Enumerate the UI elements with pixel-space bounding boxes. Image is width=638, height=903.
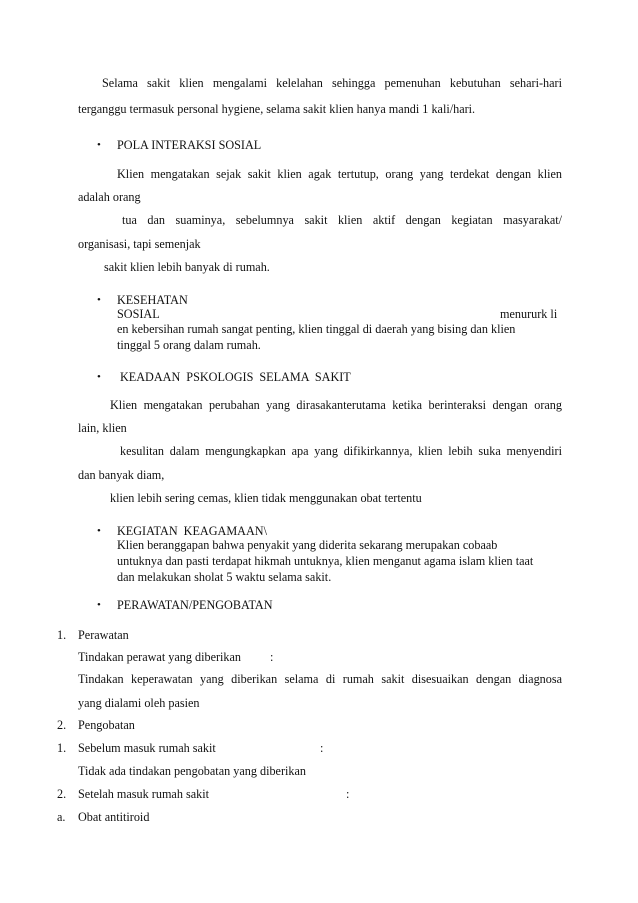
- kegiatan-keagamaan-line2: untuknya dan pasti terdapat hikmah untuknya, klien menganut agama islam klien taat: [117, 554, 534, 568]
- tindakan-perawat-colon: :: [270, 650, 274, 664]
- sebelum-masuk-colon: :: [320, 741, 324, 755]
- kesehatan-sosial-right-text: menururk li: [500, 307, 558, 321]
- keadaan-psikologis-line2: lain, klien: [78, 421, 127, 435]
- bullet-icon: •: [97, 294, 101, 306]
- setelah-masuk-colon: :: [346, 787, 350, 801]
- list-item-perawatan: Perawatan: [78, 628, 129, 642]
- kesehatan-sosial-line3: en kebersihan rumah sangat penting, klien tinggal di daerah yang bising dan klien: [117, 322, 516, 336]
- pola-interaksi-line4: organisasi, tapi semenjak: [78, 237, 201, 251]
- tindakan-keperawatan-line2: yang dialami oleh pasien: [78, 696, 200, 710]
- setelah-masuk-label: Setelah masuk rumah sakit: [78, 787, 209, 801]
- sebelum-masuk-text: Tidak ada tindakan pengobatan yang diberikan: [78, 764, 307, 778]
- bullet-icon: •: [97, 525, 101, 537]
- list-item-pengobatan: Pengobatan: [78, 718, 135, 732]
- keadaan-psikologis-line1: Klien mengatakan perubahan yang dirasakanterutama ketika berinteraksi dengan orang: [110, 398, 562, 412]
- tindakan-perawat-label: Tindakan perawat yang diberikan: [78, 650, 242, 664]
- sebelum-masuk-label: Sebelum masuk rumah sakit: [78, 741, 216, 755]
- keadaan-psikologis-line5: klien lebih sering cemas, klien tidak menggunakan obat tertentu: [110, 491, 422, 505]
- heading-kesehatan: KESEHATAN: [117, 293, 188, 307]
- obat-antitiroid: Obat antitiroid: [78, 810, 150, 824]
- bullet-icon: •: [97, 599, 101, 611]
- kesehatan-sosial-line4: tinggal 5 orang dalam rumah.: [117, 338, 261, 352]
- heading-kegiatan-keagamaan: KEGIATAN KEAGAMAAN\: [117, 524, 267, 538]
- list-marker-2: 2.: [57, 718, 67, 732]
- para1-line1: Selama sakit klien mengalami kelelahan sehingga pemenuhan kebutuhan sehari-hari: [102, 76, 562, 90]
- tindakan-keperawatan-line1: Tindakan keperawatan yang diberikan selama di rumah sakit disesuaikan dengan diagnosa: [78, 672, 562, 686]
- keadaan-psikologis-line4: dan banyak diam,: [78, 468, 165, 482]
- heading-perawatan-pengobatan: PERAWATAN/PENGOBATAN: [117, 598, 273, 612]
- heading-sosial: SOSIAL: [117, 307, 160, 321]
- list-marker-1: 1.: [57, 628, 67, 642]
- pola-interaksi-line5: sakit klien lebih banyak di rumah.: [104, 260, 270, 274]
- bullet-icon: •: [97, 139, 101, 151]
- kegiatan-keagamaan-line3: dan melakukan sholat 5 waktu selama sakit.: [117, 570, 332, 584]
- heading-pola-interaksi-sosial: POLA INTERAKSI SOSIAL: [117, 138, 262, 152]
- kegiatan-keagamaan-line1: Klien beranggapan bahwa penyakit yang diderita sekarang merupakan cobaab: [117, 538, 498, 552]
- bullet-icon: •: [97, 371, 101, 383]
- heading-keadaan-psikologis: KEADAAN PSKOLOGIS SELAMA SAKIT: [120, 370, 351, 384]
- pola-interaksi-line3: tua dan suaminya, sebelumnya sakit klien aktif dengan kegiatan masyarakat/: [122, 213, 562, 227]
- list-marker-a: a.: [57, 810, 66, 824]
- list-marker-sebelum: 1.: [57, 741, 67, 755]
- para1-line2: terganggu termasuk personal hygiene, selama sakit klien hanya mandi 1 kali/hari.: [78, 102, 476, 116]
- list-marker-setelah: 2.: [57, 787, 67, 801]
- keadaan-psikologis-line3: kesulitan dalam mengungkapkan apa yang difikirkannya, klien lebih suka menyendiri: [120, 444, 562, 458]
- pola-interaksi-line2: adalah orang: [78, 190, 141, 204]
- pola-interaksi-line1: Klien mengatakan sejak sakit klien agak tertutup, orang yang terdekat dengan klien: [117, 167, 562, 181]
